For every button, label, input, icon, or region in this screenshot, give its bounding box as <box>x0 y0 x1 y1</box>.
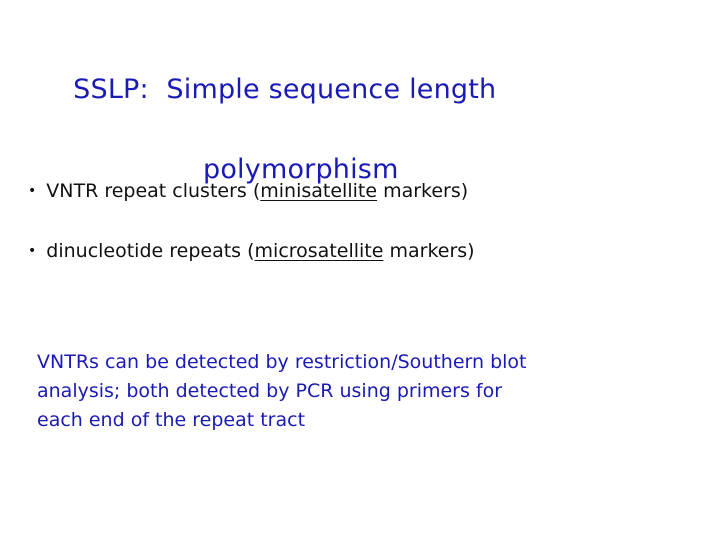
bullet-item-minisatellite <box>28 176 688 206</box>
bullet-icon: • <box>28 243 37 259</box>
bullet-icon: • <box>28 183 37 199</box>
note-line-3: each end of the repeat tract <box>37 409 306 431</box>
note-line-1: VNTRs can be detected by restriction/Southern blot <box>37 351 527 373</box>
note-line-2: analysis; both detected by PCR using primers for <box>37 380 503 402</box>
note-paragraph <box>37 348 687 435</box>
bullet-text-after: markers) <box>383 240 475 262</box>
underlined-term: microsatellite <box>254 240 384 262</box>
bullet-text-before: VNTR repeat clusters ( <box>46 180 261 202</box>
bullet-list <box>28 176 688 266</box>
slide-title-line-2: polymorphism <box>203 154 399 185</box>
bullet-text-after: markers) <box>377 180 469 202</box>
bullet-item-microsatellite <box>28 236 688 266</box>
underlined-term: minisatellite <box>260 180 378 202</box>
slide-title-line-1: SSLP: Simple sequence length <box>73 74 497 105</box>
bullet-text-before: dinucleotide repeats ( <box>46 240 255 262</box>
